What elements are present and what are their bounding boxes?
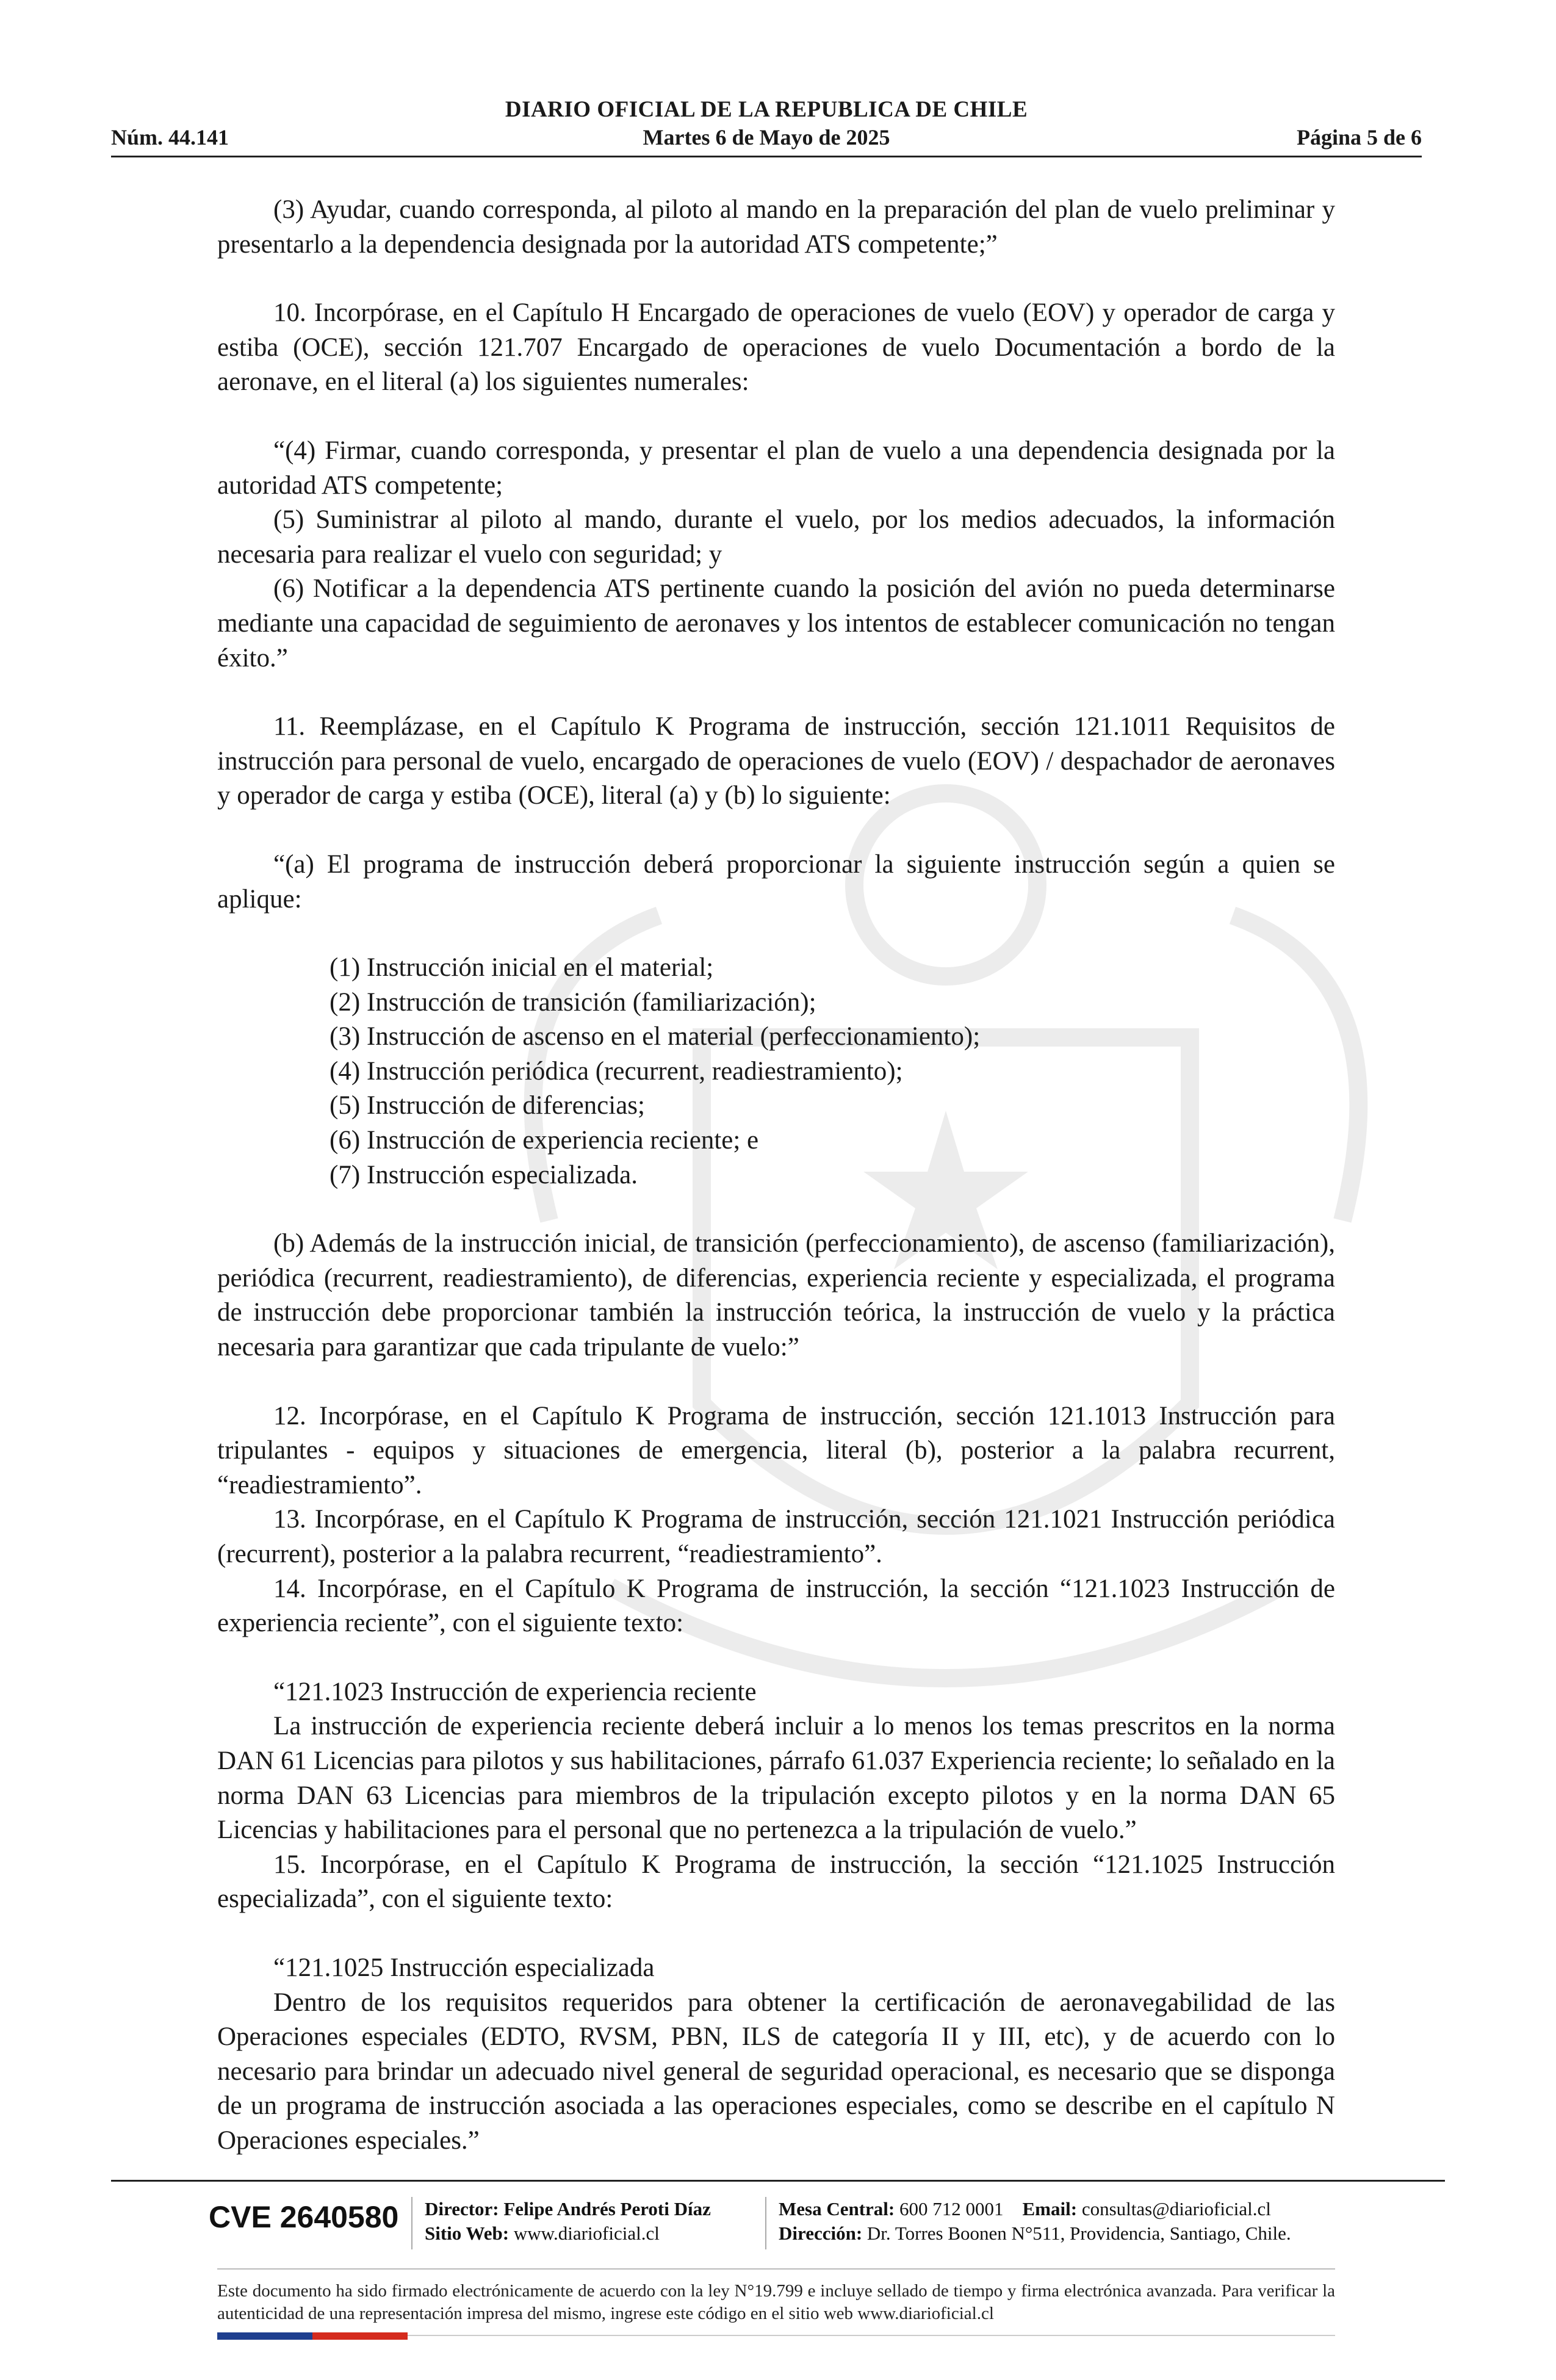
list-item: (3) Instrucción de ascenso en el material (perfeccionamiento);: [330, 1022, 981, 1051]
list-item: (7) Instrucción especializada.: [330, 1160, 638, 1189]
flag-red-segment: [312, 2332, 408, 2340]
footer-director-block: [425, 2197, 711, 2246]
list-item: (1) Instrucción inicial en el material;: [330, 953, 714, 983]
footer-bottom-line: [408, 2335, 1335, 2336]
paragraph: “(a) El programa de instrucción deberá proporcionar la siguiente instrucción según a quien se aplique:: [217, 849, 1335, 914]
issue-date: Martes 6 de Mayo de 2025: [643, 125, 890, 150]
email-label: Email:: [1022, 2198, 1078, 2220]
list-item: (6) Instrucción de experiencia reciente; e: [330, 1126, 759, 1155]
email-link[interactable]: consultas@diarioficial.cl: [1081, 2198, 1271, 2220]
paragraph: 12. Incorpórase, en el Capítulo K Programa de instrucción, sección 121.1013 Instrucción para tripulantes - equipos y situaciones de emergencia, literal (b), posterior a la palabra recurrent, “readiestramiento”.: [217, 1401, 1335, 1499]
paragraph: La instrucción de experiencia reciente deberá incluir a lo menos los temas prescritos en la norma DAN 61 Licencias para pilotos y sus habilitaciones, párrafo 61.037 Experiencia reciente; lo señalado en la norma DAN 63 Licencias para miembros de la tripulación excepto pilotos y en la norma DAN 65 Licencias y habilitaciones para el personal que no pertenezca a la tripulación de vuelo.”: [217, 1712, 1335, 1845]
header-divider: [111, 156, 1422, 157]
list-item: (4) Instrucción periódica (recurrent, readiestramiento);: [330, 1056, 903, 1086]
paragraph: 13. Incorpórase, en el Capítulo K Programa de instrucción, sección 121.1021 Instrucción periódica (recurrent), posterior a la palabra recurrent, “readiestramiento”.: [217, 1505, 1335, 1568]
list-item: (5) Instrucción de diferencias;: [330, 1091, 645, 1120]
issue-number: Núm. 44.141: [111, 125, 229, 150]
director-name: Director: Felipe Andrés Peroti Díaz: [425, 2198, 711, 2220]
paragraph: 15. Incorpórase, en el Capítulo K Programa de instrucción, la sección “121.1025 Instrucción especializada”, con el siguiente texto:: [217, 1850, 1335, 1914]
page-number: Página 5 de 6: [1296, 125, 1422, 150]
legal-notice: Este documento ha sido firmado electrónicamente de acuerdo con la ley N°19.799 e incluye sellado de tiempo y firma electrónica avanzada. Para verificar la autenticidad de una representación impresa del mismo, ingrese este código en el sitio web www.diarioficial.cl: [217, 2281, 1335, 2323]
footer-separator: [411, 2197, 412, 2249]
web-label: Sitio Web:: [425, 2223, 510, 2244]
paragraph: 10. Incorpórase, en el Capítulo H Encargado de operaciones de vuelo (EOV) y operador de carga y estiba (OCE), sección 121.707 Encargado de operaciones de vuelo Documentación a bordo de la aeronave, en el literal (a) los siguientes numerales:: [217, 298, 1335, 397]
cve-code: CVE 2640580: [209, 2200, 399, 2234]
paragraph: (b) Además de la instrucción inicial, de transición (perfeccionamiento), de ascenso (familiarización), periódica (recurrent, readiestramiento), de diferencias, experiencia reciente y especializada, el programa de instrucción debe proporcionar también la instrucción teórica, la instrucción de vuelo y la práctica necesaria para garantizar que cada tripulante de vuelo:”: [217, 1229, 1335, 1362]
flag-stripe: [217, 2332, 408, 2340]
paragraph: (3) Ayudar, cuando corresponda, al piloto al mando en la preparación del plan de vuelo preliminar y presentarlo a la dependencia designada por la autoridad ATS competente;”: [217, 195, 1335, 259]
paragraph: 14. Incorpórase, en el Capítulo K Programa de instrucción, la sección “121.1023 Instrucción de experiencia reciente”, con el siguiente texto:: [217, 1574, 1335, 1638]
address-label: Dirección:: [779, 2223, 863, 2244]
paragraph: (6) Notificar a la dependencia ATS pertinente cuando la posición del avión no pueda determinarse mediante una capacidad de seguimiento de aeronaves y los intentos de establecer comunicación no tengan éxito.”: [217, 574, 1335, 673]
footer-divider: [217, 2268, 1335, 2270]
footer-divider: [111, 2180, 1445, 2182]
newspaper-title: DIARIO OFICIAL DE LA REPUBLICA DE CHILE: [505, 97, 1028, 122]
page-header: [111, 93, 1422, 154]
paragraph: “121.1023 Instrucción de experiencia reciente: [273, 1677, 757, 1706]
flag-blue-segment: [217, 2332, 312, 2340]
paragraph: Dentro de los requisitos requeridos para obtener la certificación de aeronavegabilidad de las Operaciones especiales (EDTO, RVSM, PBN, ILS de categoría II y III, etc), y de acuerdo con lo necesario para brindar un adecuado nivel general de seguridad operacional, es necesario que se disponga de un programa de instrucción asociada a las operaciones especiales, como se describe en el capítulo N Operaciones especiales.”: [217, 1988, 1335, 2155]
instruction-list: [217, 951, 1335, 1192]
document-body: [217, 193, 1335, 2158]
phone-value: 600 712 0001: [899, 2198, 1004, 2220]
paragraph: (5) Suministrar al piloto al mando, durante el vuelo, por los medios adecuados, la información necesaria para realizar el vuelo con seguridad; y: [217, 505, 1335, 569]
phone-label: Mesa Central:: [779, 2198, 895, 2220]
address-value: Dr. Torres Boonen N°511, Providencia, Santiago, Chile.: [866, 2223, 1291, 2244]
paragraph: “(4) Firmar, cuando corresponda, y presentar el plan de vuelo a una dependencia designada por la autoridad ATS competente;: [217, 436, 1335, 500]
footer-separator: [765, 2197, 766, 2249]
web-link[interactable]: www.diarioficial.cl: [513, 2223, 660, 2244]
page-footer: [111, 2185, 1445, 2264]
paragraph: 11. Reemplázase, en el Capítulo K Programa de instrucción, sección 121.1011 Requisitos de instrucción para personal de vuelo, encargado de operaciones de vuelo (EOV) / despachador de aeronaves y operador de carga y estiba (OCE), literal (a) y (b) lo siguiente:: [217, 712, 1335, 810]
list-item: (2) Instrucción de transición (familiarización);: [330, 987, 816, 1017]
footer-contact-block: [779, 2197, 1291, 2246]
paragraph: “121.1025 Instrucción especializada: [273, 1953, 655, 1982]
